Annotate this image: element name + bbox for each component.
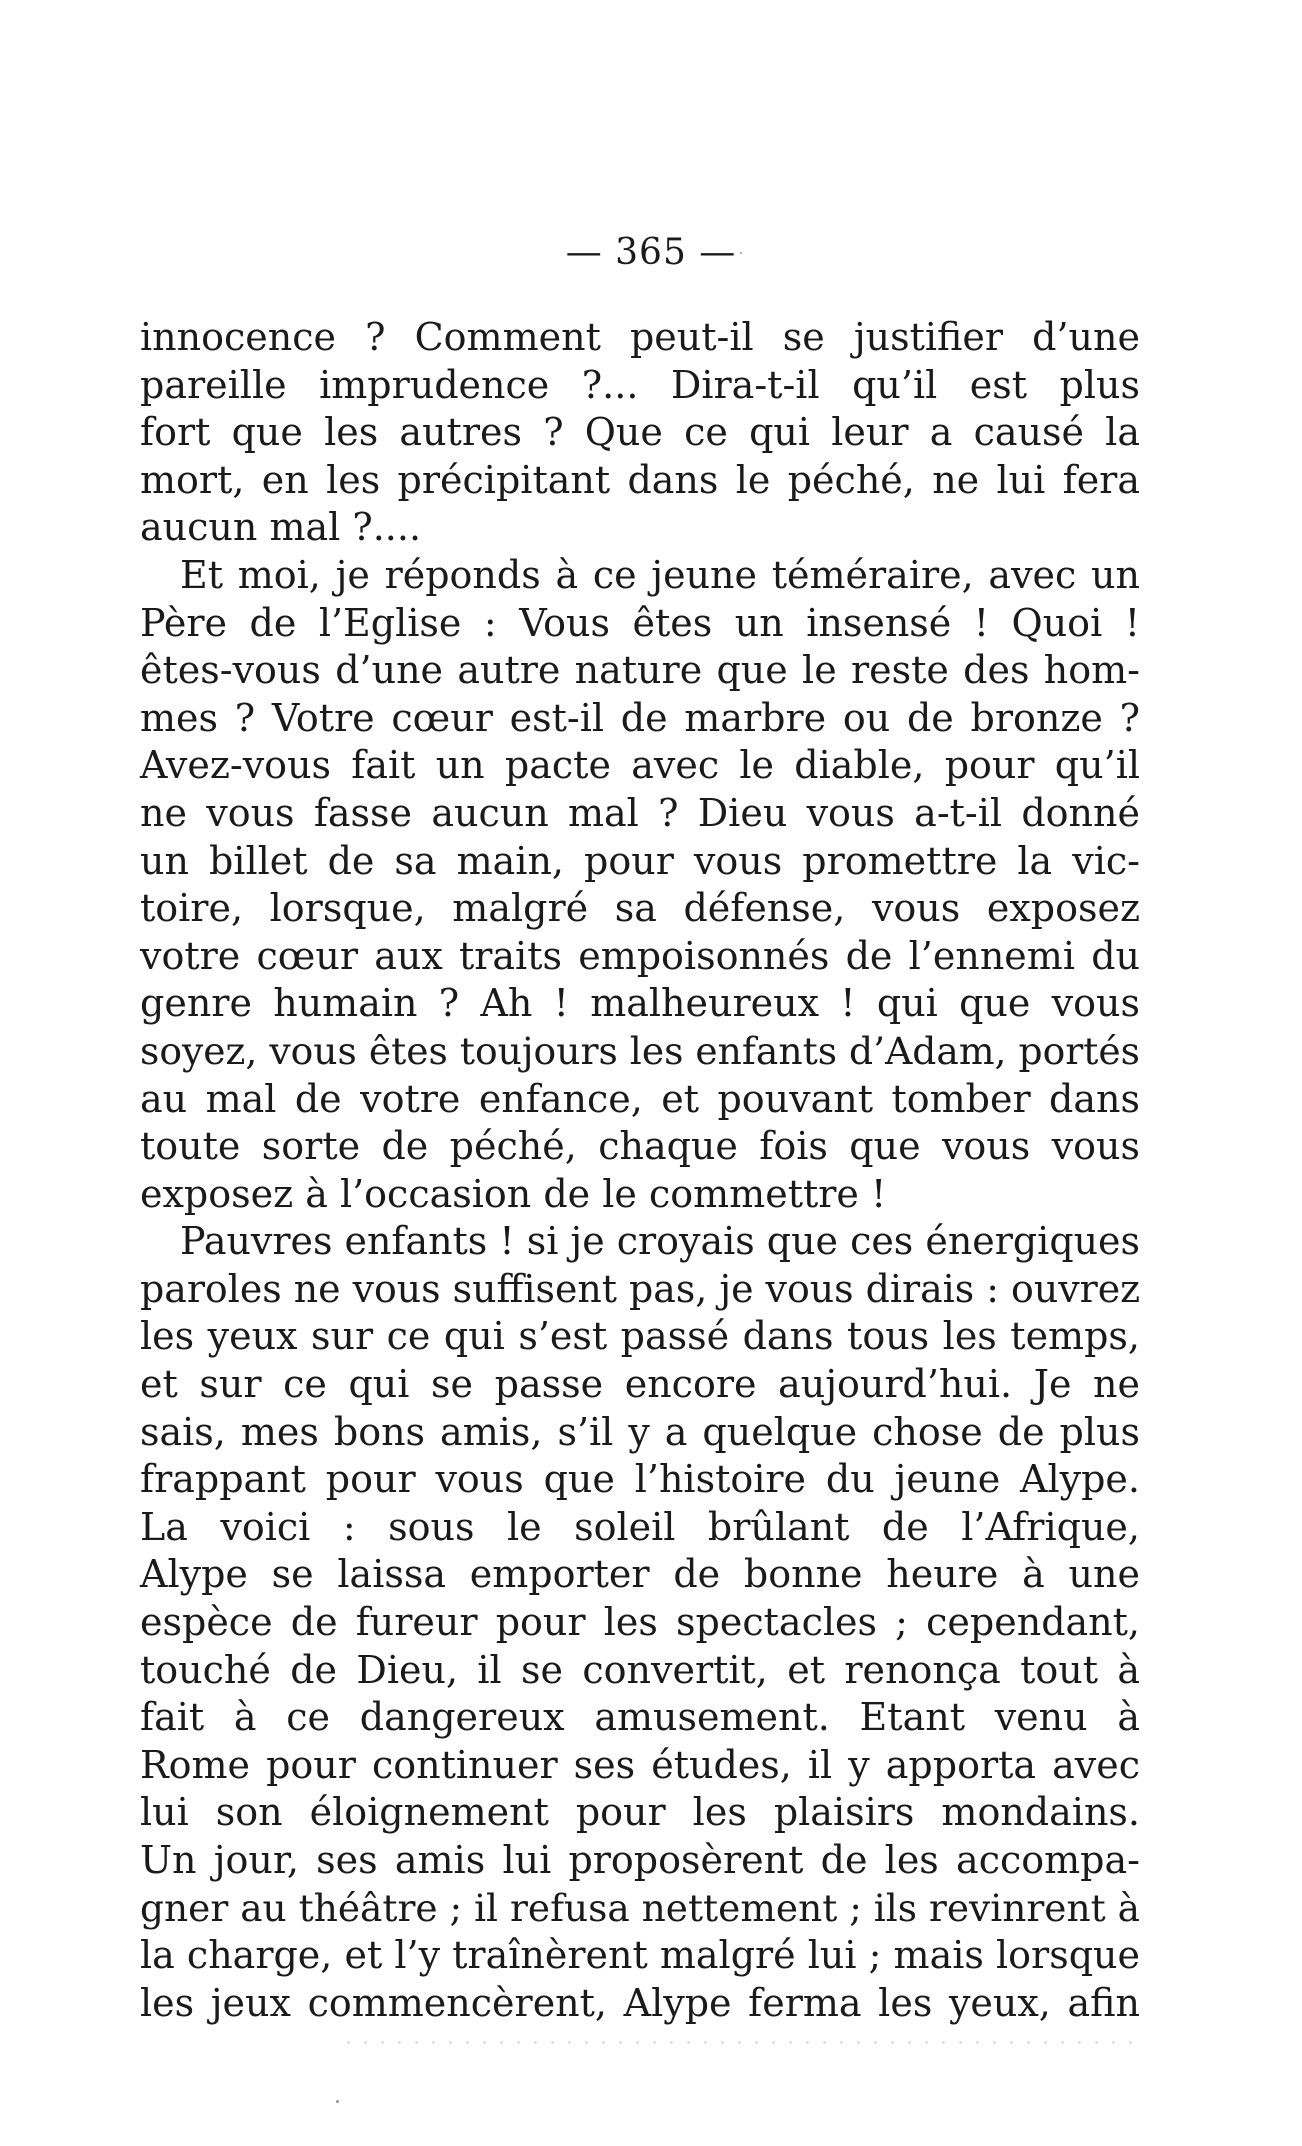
text-line: innocence ? Comment peut-il se justifier d’une — [140, 315, 1140, 359]
text-line: toute sorte de péché, chaque fois que vous vous — [140, 1124, 1140, 1169]
text-line: pareille imprudence ?... Dira-t-il qu’il est plus — [140, 362, 1140, 407]
bleed-through-marks — [340, 2038, 1140, 2050]
text-line: fort que les autres ? Que ce qui leur a causé la — [140, 410, 1140, 455]
text-line: au mal de votre enfance, et pouvant tomber dans — [140, 1076, 1140, 1121]
text-line: Rome pour continuer ses études, il y apporta avec — [140, 1742, 1140, 1787]
text-line: fait à ce dangereux amusement. Etant venu à — [140, 1695, 1140, 1740]
text-line: genre humain ? Ah ! malheureux ! qui que vous — [140, 981, 1140, 1026]
text-line: Pauvres enfants ! si je croyais que ces énergiques — [180, 1219, 1140, 1264]
text-line: votre cœur aux traits empoisonnés de l’ennemi du — [140, 933, 1140, 978]
text-line: espèce de fureur pour les spectacles ; cependant, — [140, 1600, 1140, 1645]
text-line: un billet de sa main, pour vous promettre la vic- — [140, 838, 1140, 883]
text-line: mort, en les précipitant dans le péché, ne lui fera — [140, 457, 1140, 502]
text-line: Avez-vous fait un pacte avec le diable, pour qu’il — [140, 743, 1140, 788]
text-line: Père de l’Eglise : Vous êtes un insensé ! Quoi ! — [140, 600, 1140, 645]
text-line: les jeux commencèrent, Alype ferma les yeux, afin — [140, 1980, 1140, 2025]
text-line: frappant pour vous que l’histoire du jeune Alype. — [140, 1457, 1140, 1502]
page-number: — 365 — — [565, 232, 737, 273]
text-line: paroles ne vous suffisent pas, je vous dirais : ouvrez — [140, 1266, 1141, 1311]
text-line: sais, mes bons amis, s’il y a quelque chose de plus — [140, 1409, 1140, 1454]
text-line: aucun mal ?.... — [140, 505, 422, 550]
text-line: les yeux sur ce qui s’est passé dans tous les temps, — [140, 1314, 1140, 1359]
text-line: ne vous fasse aucun mal ? Dieu vous a-t-il donné — [140, 790, 1140, 835]
text-line: mes ? Votre cœur est-il de marbre ou de bronze ? — [140, 695, 1140, 740]
text-line: touché de Dieu, il se convertit, et renonça tout à — [140, 1647, 1140, 1692]
text-line: Et moi, je réponds à ce jeune téméraire, avec un — [180, 552, 1140, 597]
text-line: soyez, vous êtes toujours les enfants d’Adam, portés — [140, 1028, 1140, 1073]
text-line: Alype se laissa emporter de bonne heure à une — [140, 1552, 1140, 1597]
body-text — [140, 314, 1140, 2027]
text-line: et sur ce qui se passe encore aujourd’hui. Je ne — [140, 1362, 1140, 1407]
text-line: exposez à l’occasion de le commettre ! — [140, 1171, 887, 1216]
text-line: toire, lorsque, malgré sa défense, vous exposez — [140, 886, 1140, 931]
text-line: gner au théâtre ; il refusa nettement ; ils revinrent à — [140, 1885, 1140, 1930]
text-line: la charge, et l’y traînèrent malgré lui ; mais lorsque — [140, 1933, 1140, 1978]
text-line: êtes-vous d’une autre nature que le reste des hom- — [140, 648, 1140, 693]
text-line: La voici : sous le soleil brûlant de l’Afrique, — [140, 1504, 1140, 1549]
text-line: lui son éloignement pour les plaisirs mondains. — [140, 1790, 1140, 1835]
ink-speck — [740, 252, 742, 254]
ink-speck — [336, 2100, 339, 2103]
text-line: Un jour, ses amis lui proposèrent de les accompa- — [140, 1838, 1140, 1882]
